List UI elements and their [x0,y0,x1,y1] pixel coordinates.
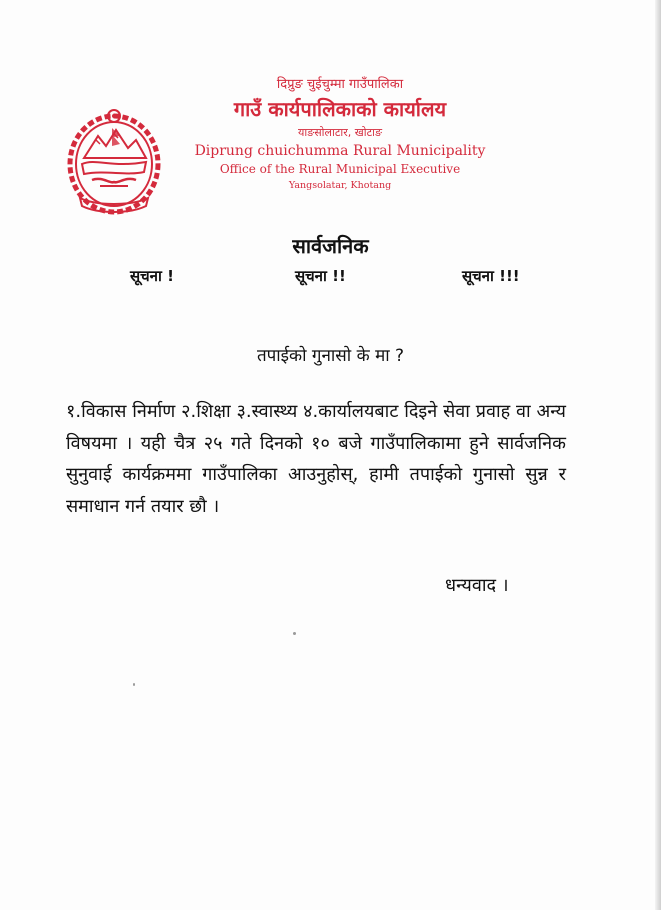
notice-title: सार्वजनिक [292,234,369,258]
page-edge-shadow [655,0,661,910]
notice-label-3: सूचना !!! [462,267,520,285]
closing-thanks: धन्यवाद । [445,575,509,596]
letterhead [170,76,510,192]
notice-label-2: सूचना !! [295,267,346,285]
question-heading: तपाईको गुनासो के मा ? [256,346,405,366]
address-nepali: याङसोलाटार, खोटाङ [298,126,382,139]
notice-label-1: सूचना ! [130,267,174,285]
office-name-english: Office of the Rural Municipal Executive [219,162,461,176]
address-english: Yangsolatar, Khotang [288,180,392,191]
office-name-nepali: गाउँ कार्यपालिकाको कार्यालय [233,97,447,121]
notice-body: १.विकास निर्माण २.शिक्षा ३.स्वास्थ्य ४.कार्यालयबाट दिइने सेवा प्रवाह वा अन्य विषयमा । यही चैत्र २५ गते दिनको १० बजे गाउँपालिकामा हुने सार्वजनिक सुनुवाई कार्यक्रममा गाउँपालिका आउनुहोस्, हामी तपाईको गुनासो सुन्न र समाधान गर्न तयार छौ । [66,401,566,517]
scan-speck [293,632,296,635]
municipality-name-nepali: दिप्रुङ चुईचुम्मा गाउँपालिका [276,77,404,92]
scan-speck [133,683,135,686]
municipality-name-english: Diprung chuichumma Rural Municipality [194,143,486,159]
nepal-emblem-icon [66,106,162,216]
